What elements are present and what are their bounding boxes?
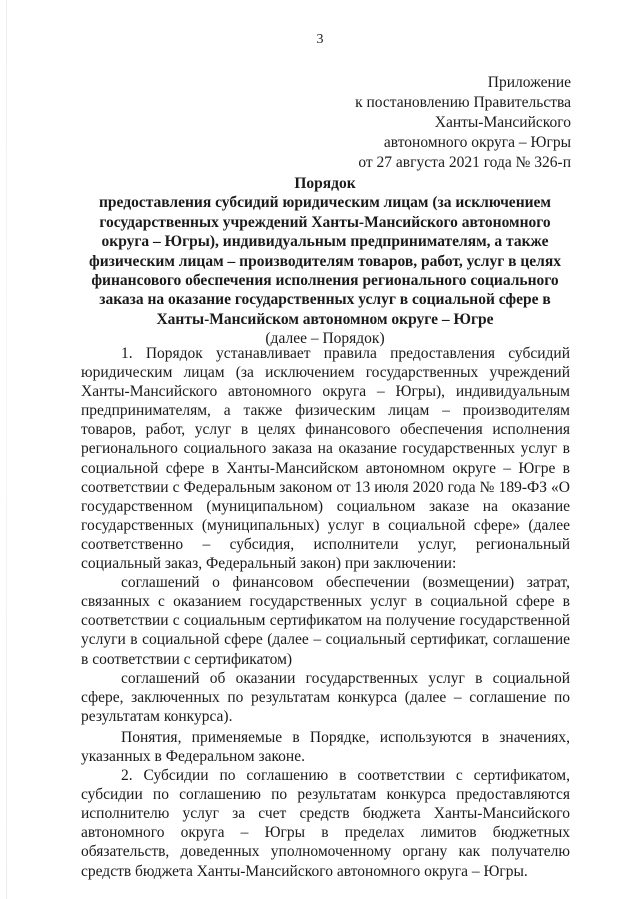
scan-edge [6,0,7,899]
appendix-line: к постановлению Правительства [355,94,571,111]
paragraph: соглашений об оказании государственных услуг в социальной сфере, заключенных по результатам конкурса (далее – соглашение по результатам конкурса). [81,669,570,725]
appendix-line: автономного округа – Югры [383,134,571,151]
appendix-line: от 27 августа 2021 года № 326-п [358,154,571,171]
appendix-line: Ханты-Мансийского [434,114,571,131]
appendix-block [355,73,571,173]
paragraph: 2. Субсидии по соглашению в соответствии с сертификатом, субсидии по соглашению по результатам конкурса предоставляются исполнителю услуг за счет средств бюджета Ханты-Мансийского автономного округа – Югры в пределах лимитов бюджетных обязательств, доведенных уполномоченному органу как получателю средств бюджета Ханты-Мансийского автономного округа – Югры. [81,767,570,880]
document-title [80,174,570,349]
paragraph: Понятия, применяемые в Порядке, используются в значениях, указанных в Федеральном законе. [81,728,570,765]
paragraph: соглашений о финансовом обеспечении (возмещении) затрат, связанных с оказанием государственных услуг в социальной сфере в соответствии с социальным сертификатом на получение государственной услуги в социальной сфере (далее – социальный сертификат, соглашение в соответствии с сертификатом) [81,574,570,668]
title-subtitle: (далее – Порядок) [265,330,385,348]
appendix-line: Приложение [487,74,571,91]
title-text: предоставления субсидий юридическим лицам (за исключением государственных учреждений Ханты-Мансийского автономного округа – Югры), индивидуальным предпринимателям, а также физическим лицам – производителям товаров, работ, услуг в целях финансового обеспечения исполнения регионального социального заказа на оказание государственных услуг в социальной сфере в Ханты-Мансийском автономном округе – Югре [88,194,562,328]
paragraph: 1. Порядок устанавливает правила предоставления субсидий юридическим лицам (за исключением государственных учреждений Ханты-Мансийского автономного округа – Югры), индивидуальным предпринимателям, а также физическим лицам – производителям товаров, работ, услуг в целях финансового обеспечения исполнения регионального социального заказа на оказание государственных услуг в социальной сфере в Ханты-Мансийском автономном округе – Югре в соответствии с Федеральным законом от 13 июля 2020 года № 189-ФЗ «О государственном (муниципальном) социальном заказе на оказание государственных (муниципальных) услуг в социальной сфере» (далее соответственно – субсидия, исполнители услуг, региональный социальный заказ, Федеральный закон) при заключении: [81,345,570,573]
page-number: 3 [316,32,324,47]
title-heading: Порядок [294,175,356,192]
document-body [81,344,570,881]
